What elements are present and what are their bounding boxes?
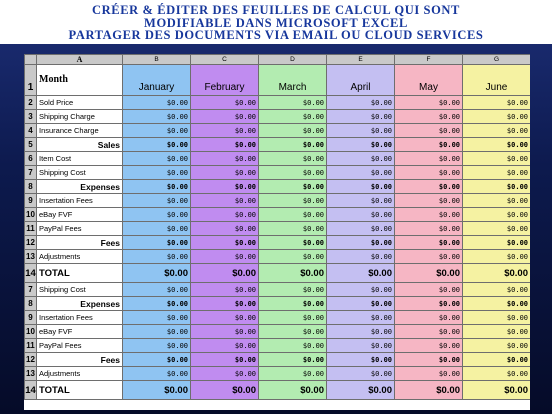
row-label-cell[interactable]: eBay FVF <box>37 325 123 339</box>
row-label-cell[interactable]: Insurance Charge <box>37 124 123 138</box>
row-number[interactable]: 7 <box>25 283 37 297</box>
row-label-cell[interactable]: Expenses <box>37 180 123 194</box>
value-cell[interactable]: $0.00 <box>191 311 259 325</box>
value-cell[interactable]: $0.00 <box>123 353 191 367</box>
value-cell[interactable]: $0.00 <box>463 166 531 180</box>
value-cell[interactable]: $0.00 <box>259 236 327 250</box>
value-cell[interactable]: $0.00 <box>191 208 259 222</box>
value-cell[interactable]: $0.00 <box>191 180 259 194</box>
row-label-cell[interactable]: PayPal Fees <box>37 339 123 353</box>
value-cell[interactable]: $0.00 <box>327 381 395 400</box>
column-header-d[interactable]: D <box>259 55 327 65</box>
value-cell[interactable]: $0.00 <box>395 339 463 353</box>
select-all-corner[interactable] <box>25 55 37 65</box>
row-number[interactable]: 7 <box>25 166 37 180</box>
value-cell[interactable]: $0.00 <box>463 250 531 264</box>
value-cell[interactable]: $0.00 <box>123 339 191 353</box>
row-label-cell[interactable]: TOTAL <box>37 264 123 283</box>
value-cell[interactable]: $0.00 <box>463 208 531 222</box>
value-cell[interactable]: $0.00 <box>463 138 531 152</box>
value-cell[interactable]: $0.00 <box>123 250 191 264</box>
value-cell[interactable]: $0.00 <box>259 264 327 283</box>
value-cell[interactable]: $0.00 <box>395 138 463 152</box>
month-cell-april[interactable]: April <box>327 65 395 96</box>
row-number[interactable]: 6 <box>25 152 37 166</box>
value-cell[interactable]: $0.00 <box>123 208 191 222</box>
table-row <box>25 194 531 208</box>
row-label-cell[interactable]: Adjustments <box>37 367 123 381</box>
row-number[interactable]: 2 <box>25 96 37 110</box>
row-number[interactable]: 11 <box>25 222 37 236</box>
table-row <box>25 353 531 367</box>
value-cell[interactable]: $0.00 <box>463 297 531 311</box>
total-row <box>25 381 531 400</box>
row-number[interactable]: 3 <box>25 110 37 124</box>
table-row <box>25 339 531 353</box>
value-cell[interactable]: $0.00 <box>327 264 395 283</box>
row-label-cell[interactable]: Fees <box>37 353 123 367</box>
value-cell[interactable]: $0.00 <box>123 264 191 283</box>
value-cell[interactable]: $0.00 <box>191 96 259 110</box>
value-cell[interactable]: $0.00 <box>259 367 327 381</box>
banner-line-1: CRÉER & ÉDITER DES FEUILLES DE CALCUL QUI SONT <box>92 3 460 17</box>
row-number[interactable]: 10 <box>25 325 37 339</box>
table-row <box>25 250 531 264</box>
value-cell[interactable]: $0.00 <box>191 381 259 400</box>
spreadsheet-grid <box>24 54 530 400</box>
value-cell[interactable]: $0.00 <box>327 96 395 110</box>
value-cell[interactable]: $0.00 <box>395 222 463 236</box>
row-label-cell[interactable]: PayPal Fees <box>37 222 123 236</box>
value-cell[interactable]: $0.00 <box>463 194 531 208</box>
table-row <box>25 367 531 381</box>
value-cell[interactable]: $0.00 <box>327 194 395 208</box>
value-cell[interactable]: $0.00 <box>327 353 395 367</box>
value-cell[interactable]: $0.00 <box>191 367 259 381</box>
value-cell[interactable]: $0.00 <box>463 311 531 325</box>
value-cell[interactable]: $0.00 <box>327 311 395 325</box>
column-header-a[interactable]: A <box>37 55 123 65</box>
value-cell[interactable]: $0.00 <box>463 339 531 353</box>
value-cell[interactable]: $0.00 <box>191 138 259 152</box>
row-number[interactable]: 11 <box>25 339 37 353</box>
value-cell[interactable]: $0.00 <box>395 208 463 222</box>
table-row <box>25 297 531 311</box>
value-cell[interactable]: $0.00 <box>123 297 191 311</box>
column-header-g[interactable]: G <box>463 55 531 65</box>
value-cell[interactable]: $0.00 <box>463 381 531 400</box>
value-cell[interactable]: $0.00 <box>395 325 463 339</box>
value-cell[interactable]: $0.00 <box>123 367 191 381</box>
value-cell[interactable]: $0.00 <box>123 124 191 138</box>
value-cell[interactable]: $0.00 <box>259 381 327 400</box>
value-cell[interactable]: $0.00 <box>463 283 531 297</box>
value-cell[interactable]: $0.00 <box>259 222 327 236</box>
value-cell[interactable]: $0.00 <box>259 180 327 194</box>
value-cell[interactable]: $0.00 <box>463 353 531 367</box>
value-cell[interactable]: $0.00 <box>395 166 463 180</box>
promo-banner <box>0 0 552 44</box>
row-number[interactable]: 1 <box>25 65 37 96</box>
row-number[interactable]: 10 <box>25 208 37 222</box>
row-number[interactable]: 14 <box>25 381 37 400</box>
value-cell[interactable]: $0.00 <box>463 152 531 166</box>
value-cell[interactable]: $0.00 <box>463 222 531 236</box>
table-row <box>25 311 531 325</box>
value-cell[interactable]: $0.00 <box>395 381 463 400</box>
table-row <box>25 138 531 152</box>
value-cell[interactable]: $0.00 <box>395 124 463 138</box>
value-cell[interactable]: $0.00 <box>259 283 327 297</box>
value-cell[interactable]: $0.00 <box>395 180 463 194</box>
table-row <box>25 96 531 110</box>
table-row <box>25 152 531 166</box>
row-label-cell[interactable]: Sales <box>37 138 123 152</box>
value-cell[interactable]: $0.00 <box>327 250 395 264</box>
value-cell[interactable]: $0.00 <box>327 297 395 311</box>
value-cell[interactable]: $0.00 <box>327 166 395 180</box>
value-cell[interactable]: $0.00 <box>395 194 463 208</box>
value-cell[interactable]: $0.00 <box>259 138 327 152</box>
value-cell[interactable]: $0.00 <box>463 110 531 124</box>
value-cell[interactable]: $0.00 <box>395 110 463 124</box>
row-label-cell[interactable]: Shipping Charge <box>37 110 123 124</box>
banner-line-3: PARTAGER DES DOCUMENTS VIA EMAIL OU CLOUD SERVICES <box>68 28 484 42</box>
column-header-b[interactable]: B <box>123 55 191 65</box>
row-label-cell[interactable]: Fees <box>37 236 123 250</box>
value-cell[interactable]: $0.00 <box>191 250 259 264</box>
value-cell[interactable]: $0.00 <box>327 208 395 222</box>
value-cell[interactable]: $0.00 <box>191 166 259 180</box>
column-header-e[interactable]: E <box>327 55 395 65</box>
month-cell-february[interactable]: February <box>191 65 259 96</box>
value-cell[interactable]: $0.00 <box>259 96 327 110</box>
row-number[interactable]: 9 <box>25 194 37 208</box>
row-number[interactable]: 14 <box>25 264 37 283</box>
table-row <box>25 325 531 339</box>
row-number[interactable]: 8 <box>25 180 37 194</box>
row-number[interactable]: 13 <box>25 367 37 381</box>
value-cell[interactable]: $0.00 <box>259 124 327 138</box>
row-number[interactable]: 8 <box>25 297 37 311</box>
month-cell-january[interactable]: January <box>123 65 191 96</box>
value-cell[interactable]: $0.00 <box>191 297 259 311</box>
value-cell[interactable]: $0.00 <box>259 353 327 367</box>
value-cell[interactable]: $0.00 <box>123 222 191 236</box>
value-cell[interactable]: $0.00 <box>123 325 191 339</box>
value-cell[interactable]: $0.00 <box>395 236 463 250</box>
row-label-cell[interactable]: eBay FVF <box>37 208 123 222</box>
value-cell[interactable]: $0.00 <box>327 325 395 339</box>
value-cell[interactable]: $0.00 <box>395 367 463 381</box>
table-row <box>25 110 531 124</box>
value-cell[interactable]: $0.00 <box>259 339 327 353</box>
row-label-cell[interactable]: Sold Price <box>37 96 123 110</box>
value-cell[interactable]: $0.00 <box>123 96 191 110</box>
value-cell[interactable]: $0.00 <box>191 110 259 124</box>
value-cell[interactable]: $0.00 <box>123 166 191 180</box>
value-cell[interactable]: $0.00 <box>463 264 531 283</box>
month-cell-june[interactable]: June <box>463 65 531 96</box>
value-cell[interactable]: $0.00 <box>123 194 191 208</box>
table-row <box>25 180 531 194</box>
row-label-cell[interactable]: Insertation Fees <box>37 311 123 325</box>
value-cell[interactable]: $0.00 <box>463 124 531 138</box>
value-cell[interactable]: $0.00 <box>123 283 191 297</box>
value-cell[interactable]: $0.00 <box>259 110 327 124</box>
row-label-cell[interactable]: Expenses <box>37 297 123 311</box>
row-label-cell[interactable]: TOTAL <box>37 381 123 400</box>
value-cell[interactable]: $0.00 <box>327 222 395 236</box>
value-cell[interactable]: $0.00 <box>395 96 463 110</box>
row-label-cell[interactable]: Insertation Fees <box>37 194 123 208</box>
value-cell[interactable]: $0.00 <box>463 236 531 250</box>
banner-line-2: MODIFIABLE DANS MICROSOFT EXCEL <box>144 15 408 30</box>
value-cell[interactable]: $0.00 <box>327 152 395 166</box>
column-header-c[interactable]: C <box>191 55 259 65</box>
month-header-row <box>25 65 531 96</box>
row-number[interactable]: 4 <box>25 124 37 138</box>
value-cell[interactable]: $0.00 <box>327 110 395 124</box>
value-cell[interactable]: $0.00 <box>259 208 327 222</box>
value-cell[interactable]: $0.00 <box>395 152 463 166</box>
value-cell[interactable]: $0.00 <box>123 152 191 166</box>
row-label-cell[interactable]: Shipping Cost <box>37 166 123 180</box>
value-cell[interactable]: $0.00 <box>259 194 327 208</box>
value-cell[interactable]: $0.00 <box>395 264 463 283</box>
value-cell[interactable]: $0.00 <box>327 339 395 353</box>
value-cell[interactable]: $0.00 <box>395 311 463 325</box>
row-label-cell[interactable]: Adjustments <box>37 250 123 264</box>
value-cell[interactable]: $0.00 <box>191 222 259 236</box>
value-cell[interactable]: $0.00 <box>395 353 463 367</box>
value-cell[interactable]: $0.00 <box>327 180 395 194</box>
table-row <box>25 208 531 222</box>
row-number[interactable]: 5 <box>25 138 37 152</box>
column-header-row <box>25 55 531 65</box>
row-label-cell[interactable]: Shipping Cost <box>37 283 123 297</box>
row-label-cell[interactable]: Item Cost <box>37 152 123 166</box>
value-cell[interactable]: $0.00 <box>123 381 191 400</box>
value-cell[interactable]: $0.00 <box>327 124 395 138</box>
value-cell[interactable]: $0.00 <box>123 180 191 194</box>
value-cell[interactable]: $0.00 <box>191 124 259 138</box>
value-cell[interactable]: $0.00 <box>191 339 259 353</box>
row-number[interactable]: 12 <box>25 353 37 367</box>
table-row <box>25 166 531 180</box>
value-cell[interactable]: $0.00 <box>259 166 327 180</box>
month-label-cell[interactable]: Month <box>37 65 123 96</box>
row-number[interactable]: 9 <box>25 311 37 325</box>
value-cell[interactable]: $0.00 <box>463 180 531 194</box>
table-row <box>25 222 531 236</box>
value-cell[interactable]: $0.00 <box>259 325 327 339</box>
value-cell[interactable]: $0.00 <box>123 138 191 152</box>
value-cell[interactable]: $0.00 <box>191 236 259 250</box>
value-cell[interactable]: $0.00 <box>191 264 259 283</box>
value-cell[interactable]: $0.00 <box>463 325 531 339</box>
month-cell-may[interactable]: May <box>395 65 463 96</box>
value-cell[interactable]: $0.00 <box>395 297 463 311</box>
value-cell[interactable]: $0.00 <box>395 250 463 264</box>
table-row <box>25 124 531 138</box>
value-cell[interactable]: $0.00 <box>395 283 463 297</box>
value-cell[interactable]: $0.00 <box>191 325 259 339</box>
column-header-f[interactable]: F <box>395 55 463 65</box>
table-row <box>25 236 531 250</box>
value-cell[interactable]: $0.00 <box>191 194 259 208</box>
table-row <box>25 283 531 297</box>
value-cell[interactable]: $0.00 <box>123 110 191 124</box>
value-cell[interactable]: $0.00 <box>327 138 395 152</box>
value-cell[interactable]: $0.00 <box>191 152 259 166</box>
value-cell[interactable]: $0.00 <box>259 297 327 311</box>
row-number[interactable]: 13 <box>25 250 37 264</box>
row-number[interactable]: 12 <box>25 236 37 250</box>
value-cell[interactable]: $0.00 <box>123 311 191 325</box>
month-cell-march[interactable]: March <box>259 65 327 96</box>
value-cell[interactable]: $0.00 <box>327 283 395 297</box>
value-cell[interactable]: $0.00 <box>191 353 259 367</box>
value-cell[interactable]: $0.00 <box>327 236 395 250</box>
spreadsheet <box>24 54 530 410</box>
total-row <box>25 264 531 283</box>
value-cell[interactable]: $0.00 <box>327 367 395 381</box>
value-cell[interactable]: $0.00 <box>463 367 531 381</box>
value-cell[interactable]: $0.00 <box>463 96 531 110</box>
value-cell[interactable]: $0.00 <box>191 283 259 297</box>
value-cell[interactable]: $0.00 <box>259 311 327 325</box>
value-cell[interactable]: $0.00 <box>259 250 327 264</box>
value-cell[interactable]: $0.00 <box>259 152 327 166</box>
value-cell[interactable]: $0.00 <box>123 236 191 250</box>
